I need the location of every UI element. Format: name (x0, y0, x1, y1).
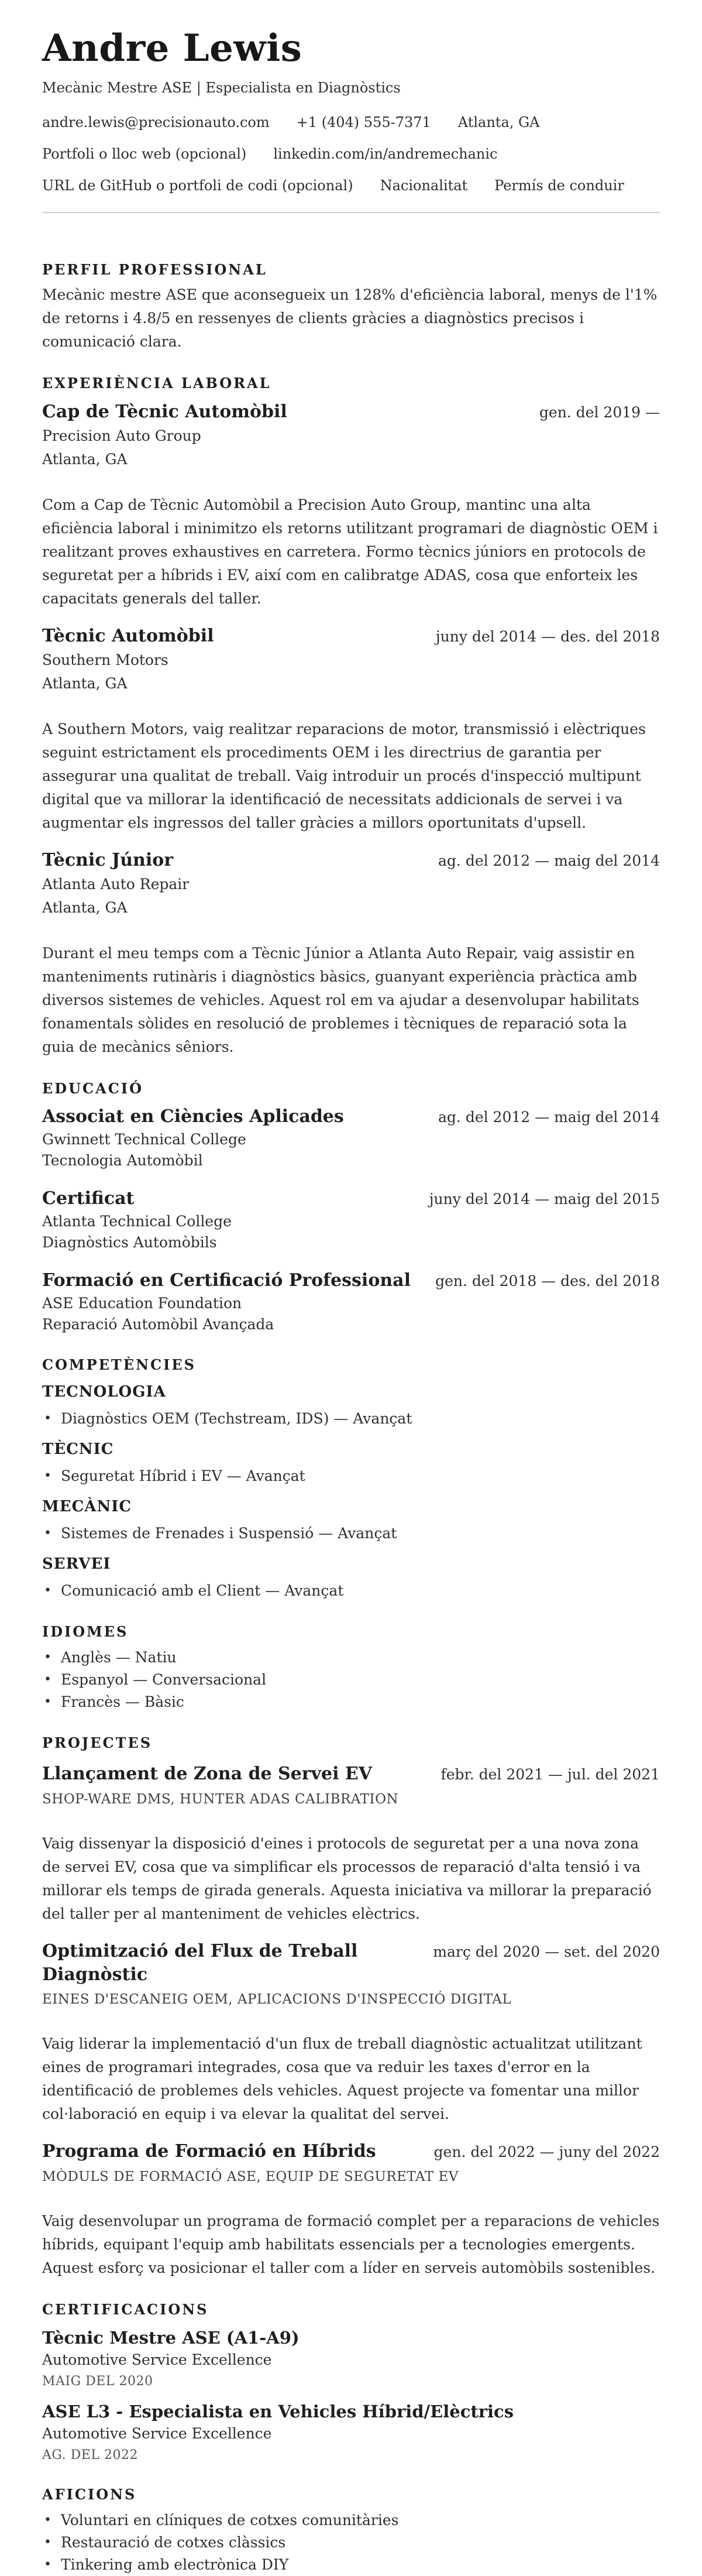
section-projects (42, 1734, 660, 2280)
project-description: Vaig liderar la implementació d'un flux de treball diagnòstic actualitzat utilitzant eines de programari integrades, cosa que va reduir les taxes d'error en la identificació de problemes dels vehicles. Aquest projecte va fomentar una millor col·laboració en equip i va elevar la qualitat del servei. (42, 2035, 642, 2122)
project-tools: MÒDULS DE FORMACIÓ ASE, EQUIP DE SEGURETAT EV (42, 2169, 459, 2184)
project-header (42, 1940, 660, 1987)
section-skills (42, 1356, 660, 1602)
contact-phone: +1 (404) 555-7371 (296, 114, 431, 131)
job-description: Com a Cap de Tècnic Automòbil a Precision Auto Group, mantinc una alta eficiència laboral i minimitzo els retorns utilitzant programari de diagnòstic OEM i realitzant proves exhaustives en carretera. Formo tècnics júniors en protocols de seguretat per a híbrids i EV, així com en calibratge ADAS, cosa que enforteix les capacitats generals del taller. (42, 496, 658, 607)
skill-item: • Sistemes de Frenades i Suspensió — Avançat (42, 1522, 660, 1545)
job-location: Atlanta, GA (42, 674, 128, 692)
project-header (42, 1762, 660, 1786)
section-profile (42, 261, 660, 354)
job-header (42, 849, 660, 873)
job-location: Atlanta, GA (42, 898, 128, 916)
skills-heading: COMPETÈNCIES (42, 1356, 196, 1373)
skill-item: • Comunicació amb el Client — Avançat (42, 1580, 660, 1602)
certification-item (42, 2327, 660, 2391)
contact-linkedin: linkedin.com/in/andremechanic (273, 145, 498, 162)
education-heading: EDUCACIÓ (42, 1079, 143, 1097)
certification-org: Automotive Service Excellence (42, 2424, 272, 2442)
education-degree: Certificat (42, 1188, 135, 1209)
section-languages (42, 1623, 660, 1713)
candidate-headline: Mecànic Mestre ASE | Especialista en Diagnòstics (42, 79, 401, 96)
hobby-item: • Voluntari en clíniques de cotxes comunitàries (42, 2509, 660, 2532)
education-field: Diagnòstics Automòbils (42, 1233, 217, 1251)
section-certifications (42, 2301, 660, 2465)
skill-category (42, 1382, 660, 1430)
project-dates: febr. del 2021 — jul. del 2021 (441, 1765, 660, 1783)
project-tools: SHOP-WARE DMS, HUNTER ADAS CALIBRATION (42, 1791, 399, 1807)
header-divider (42, 212, 660, 213)
job-header (42, 400, 660, 424)
hobbies-heading: AFICIONS (42, 2485, 137, 2503)
project-dates: gen. del 2022 — juny del 2022 (433, 2143, 660, 2160)
certifications-heading: CERTIFICACIONS (42, 2300, 209, 2318)
hobby-list (42, 2509, 660, 2576)
skill-category (42, 1439, 660, 1487)
job-description: Durant el meu temps com a Tècnic Júnior a Atlanta Auto Repair, vaig assistir en manteniments rutinàris i diagnòstics bàsics, guanyant experiència pràctica amb diversos sistemes de vehicles. Aquest rol em va ajudar a desenvolupar habilitats fonamentals sòlides en resolució de problemes i tècniques de reparació sota la guia de mecànics sêniors. (42, 944, 639, 1055)
job-item (42, 400, 660, 610)
hobby-item: • Tinkering amb electrònica DIY (42, 2554, 660, 2576)
skill-item: • Diagnòstics OEM (Techstream, IDS) — Avançat (42, 1408, 660, 1430)
education-dates: ag. del 2012 — maig del 2014 (438, 1108, 660, 1126)
certification-date: MAIG DEL 2020 (42, 2373, 153, 2389)
job-dates: juny del 2014 — des. del 2018 (435, 627, 660, 645)
contact-row-1 (42, 112, 660, 132)
education-item (42, 1106, 660, 1171)
contact-location: Atlanta, GA (457, 114, 540, 131)
education-dates: juny del 2014 — maig del 2015 (429, 1190, 660, 1208)
resume-header (42, 27, 660, 213)
skill-category (42, 1497, 660, 1545)
education-item (42, 1270, 660, 1335)
certification-title: ASE L3 - Especialista en Vehicles Híbrid/Elèctrics (42, 2401, 514, 2421)
contact-portfolio-placeholder: Portfoli o lloc web (opcional) (42, 145, 247, 162)
language-item: • Anglès — Natiu (42, 1647, 660, 1669)
contact-driving-license-placeholder: Permís de conduir (494, 177, 624, 194)
projects-heading: PROJECTES (42, 1734, 153, 1751)
education-header (42, 1106, 660, 1129)
job-title: Tècnic Automòbil (42, 625, 214, 646)
skill-list (42, 1408, 660, 1430)
language-item: • Francès — Bàsic (42, 1691, 660, 1713)
profile-heading: PERFIL PROFESSIONAL (42, 260, 267, 278)
project-description: Vaig dissenyar la disposició d'eines i protocols de seguretat per a una nova zona de servei EV, cosa que va simplificar els processos de reparació d'alta tensió i va millorar els temps de girada generals. Aquesta iniciativa va millorar la preparació del taller per al manteniment de vehicles elèctrics. (42, 1834, 652, 1922)
candidate-name: Andre Lewis (42, 26, 302, 70)
profile-summary: Mecànic mestre ASE que aconsegueix un 128% d'eficiència laboral, menys de l'1% de retorns i 4.8/5 en ressenyes de clients gràcies a diagnòstics precisos i comunicació clara. (42, 286, 658, 350)
job-item (42, 849, 660, 1059)
job-header (42, 625, 660, 649)
project-item (42, 2140, 660, 2280)
job-description: A Southern Motors, vaig realitzar reparacions de motor, transmissió i elèctriques seguint estrictament els procediments OEM i les directrius de garantia per assegurar una qualitat de treball. Vaig introduir un procés d'inspecció multipunt digital que va millorar la identificació de necessitats addicionals de servei i va augmentar els ingressos del taller gràcies a millors oportunitats d'upsell. (42, 720, 646, 831)
project-tools: EINES D'ESCANEIG OEM, APLICACIONS D'INSPECCIÓ DIGITAL (42, 1991, 512, 2007)
language-list (42, 1647, 660, 1713)
job-item (42, 625, 660, 835)
project-description: Vaig desenvolupar un programa de formació complet per a reparacions de vehicles híbrids, equipant l'equip amb habilitats essencials per a tecnologies emergents. Aquest esforç va posicionar el taller com a líder en serveis automòbils sostenibles. (42, 2212, 660, 2276)
project-title: Optimització del Flux de Treball Diagnòstic (42, 1940, 358, 1985)
skill-item: • Seguretat Híbrid i EV — Avançat (42, 1465, 660, 1487)
job-dates: gen. del 2019 — (539, 403, 660, 421)
education-header (42, 1270, 660, 1293)
education-school: Gwinnett Technical College (42, 1130, 246, 1148)
contact-row-2 (42, 144, 660, 164)
project-item (42, 1940, 660, 2126)
job-company: Precision Auto Group (42, 427, 201, 444)
language-item: • Espanyol — Conversacional (42, 1669, 660, 1691)
job-dates: ag. del 2012 — maig del 2014 (438, 852, 660, 869)
contact-github-placeholder: URL de GitHub o portfoli de codi (opcional) (42, 177, 353, 194)
languages-heading: IDIOMES (42, 1623, 129, 1640)
education-degree: Formació en Certificació Professional (42, 1270, 411, 1291)
education-item (42, 1188, 660, 1253)
job-location: Atlanta, GA (42, 450, 128, 468)
job-company: Southern Motors (42, 651, 168, 668)
job-title: Tècnic Júnior (42, 849, 174, 870)
skill-list (42, 1580, 660, 1602)
experience-heading: EXPERIÈNCIA LABORAL (42, 374, 271, 392)
skill-list (42, 1522, 660, 1545)
education-school: ASE Education Foundation (42, 1294, 242, 1312)
contact-email: andre.lewis@precisionauto.com (42, 114, 270, 131)
section-education (42, 1080, 660, 1335)
contact-row-3 (42, 176, 660, 195)
certification-title: Tècnic Mestre ASE (A1-A9) (42, 2327, 300, 2348)
project-dates: març del 2020 — set. del 2020 (433, 1943, 660, 1960)
education-header (42, 1188, 660, 1211)
contact-nationality-placeholder: Nacionalitat (380, 177, 468, 194)
skill-category-name: TECNOLOGIA (42, 1383, 166, 1401)
education-field: Tecnologia Automòbil (42, 1151, 203, 1169)
hobby-item: • Restauració de cotxes clàssics (42, 2532, 660, 2554)
project-title: Programa de Formació en Híbrids (42, 2141, 376, 2162)
education-dates: gen. del 2018 — des. del 2018 (435, 1272, 660, 1289)
project-header (42, 2140, 660, 2164)
job-company: Atlanta Auto Repair (42, 875, 190, 893)
project-item (42, 1762, 660, 1926)
education-field: Reparació Automòbil Avançada (42, 1315, 274, 1333)
skill-list (42, 1465, 660, 1487)
section-experience (42, 375, 660, 1059)
skill-category (42, 1554, 660, 1602)
job-title: Cap de Tècnic Automòbil (42, 401, 287, 422)
education-school: Atlanta Technical College (42, 1212, 232, 1230)
certification-item (42, 2400, 660, 2465)
certification-org: Automotive Service Excellence (42, 2351, 272, 2368)
education-degree: Associat en Ciències Aplicades (42, 1106, 344, 1127)
section-hobbies (42, 2486, 660, 2576)
skill-category-name: SERVEI (42, 1555, 111, 1573)
project-title: Llançament de Zona de Servei EV (42, 1763, 373, 1784)
skill-category-name: TÈCNIC (42, 1440, 114, 1458)
skill-category-name: MECÀNIC (42, 1497, 132, 1515)
certification-date: AG. DEL 2022 (42, 2447, 138, 2462)
